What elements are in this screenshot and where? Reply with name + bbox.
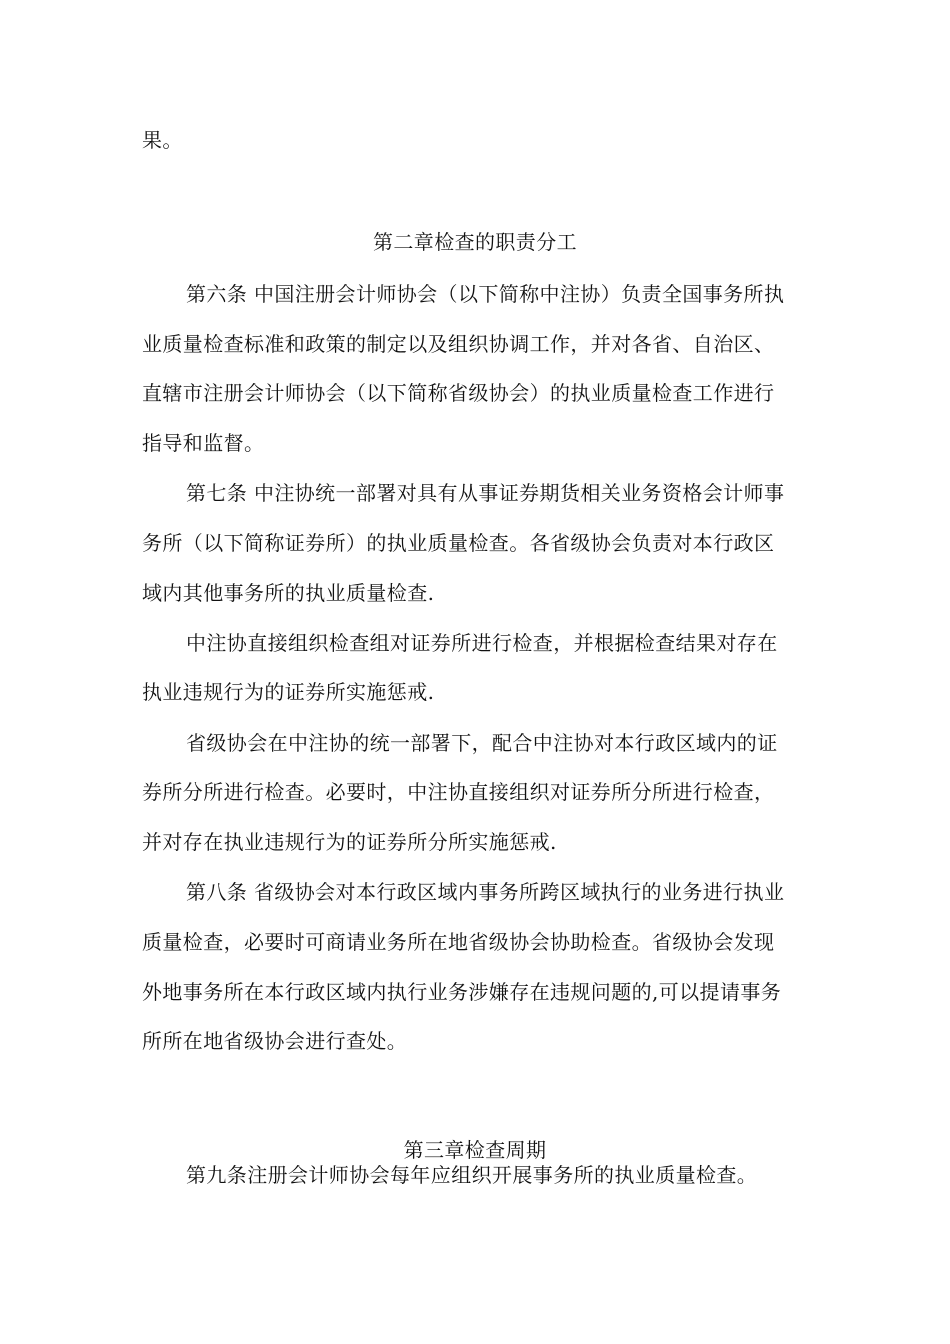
article-7-p3-line-2: 券所分所进行检查。必要时，中注协直接组织对证券所分所进行检查， <box>142 780 775 804</box>
article-8-line-3: 外地事务所在本行政区域内执行业务涉嫌存在违规问题的,可以提请事务 <box>142 980 782 1004</box>
article-6-line-1: 第六条 中国注册会计师协会（以下简称中注协）负责全国事务所执 <box>186 282 785 306</box>
article-7-p3-line-1: 省级协会在中注协的统一部署下，配合中注协对本行政区域内的证 <box>186 731 778 755</box>
article-7-line-3: 域内其他事务所的执业质量检查. <box>142 581 435 605</box>
chapter-2-heading: 第二章检查的职责分工 <box>373 230 577 254</box>
article-6-line-2: 业质量检查标准和政策的制定以及组织协调工作，并对各省、自治区、 <box>142 332 775 356</box>
article-7-p3-line-3: 并对存在执业违规行为的证券所分所实施惩戒. <box>142 830 557 854</box>
article-7-p2-line-1: 中注协直接组织检查组对证券所进行检查，并根据检查结果对存在 <box>186 631 778 655</box>
article-8-line-4: 所所在地省级协会进行查处。 <box>142 1029 408 1053</box>
article-8-line-2: 质量检查，必要时可商请业务所在地省级协会协助检查。省级协会发现 <box>142 930 775 954</box>
chapter-3-heading: 第三章检查周期 <box>403 1138 547 1162</box>
article-9-line-1: 第九条注册会计师协会每年应组织开展事务所的执业质量检查。 <box>186 1163 758 1187</box>
article-7-p2-line-2: 执业违规行为的证券所实施惩戒. <box>142 680 435 704</box>
article-8-line-1: 第八条 省级协会对本行政区域内事务所跨区域执行的业务进行执业 <box>186 880 785 904</box>
continuation-text: 果。 <box>142 128 183 152</box>
article-6-line-3: 直辖市注册会计师协会（以下简称省级协会）的执业质量检查工作进行 <box>142 381 775 405</box>
article-7-line-1: 第七条 中注协统一部署对具有从事证券期货相关业务资格会计师事 <box>186 481 785 505</box>
article-6-line-4: 指导和监督。 <box>142 431 265 455</box>
article-7-line-2: 务所（以下简称证券所）的执业质量检查。各省级协会负责对本行政区 <box>142 531 775 555</box>
